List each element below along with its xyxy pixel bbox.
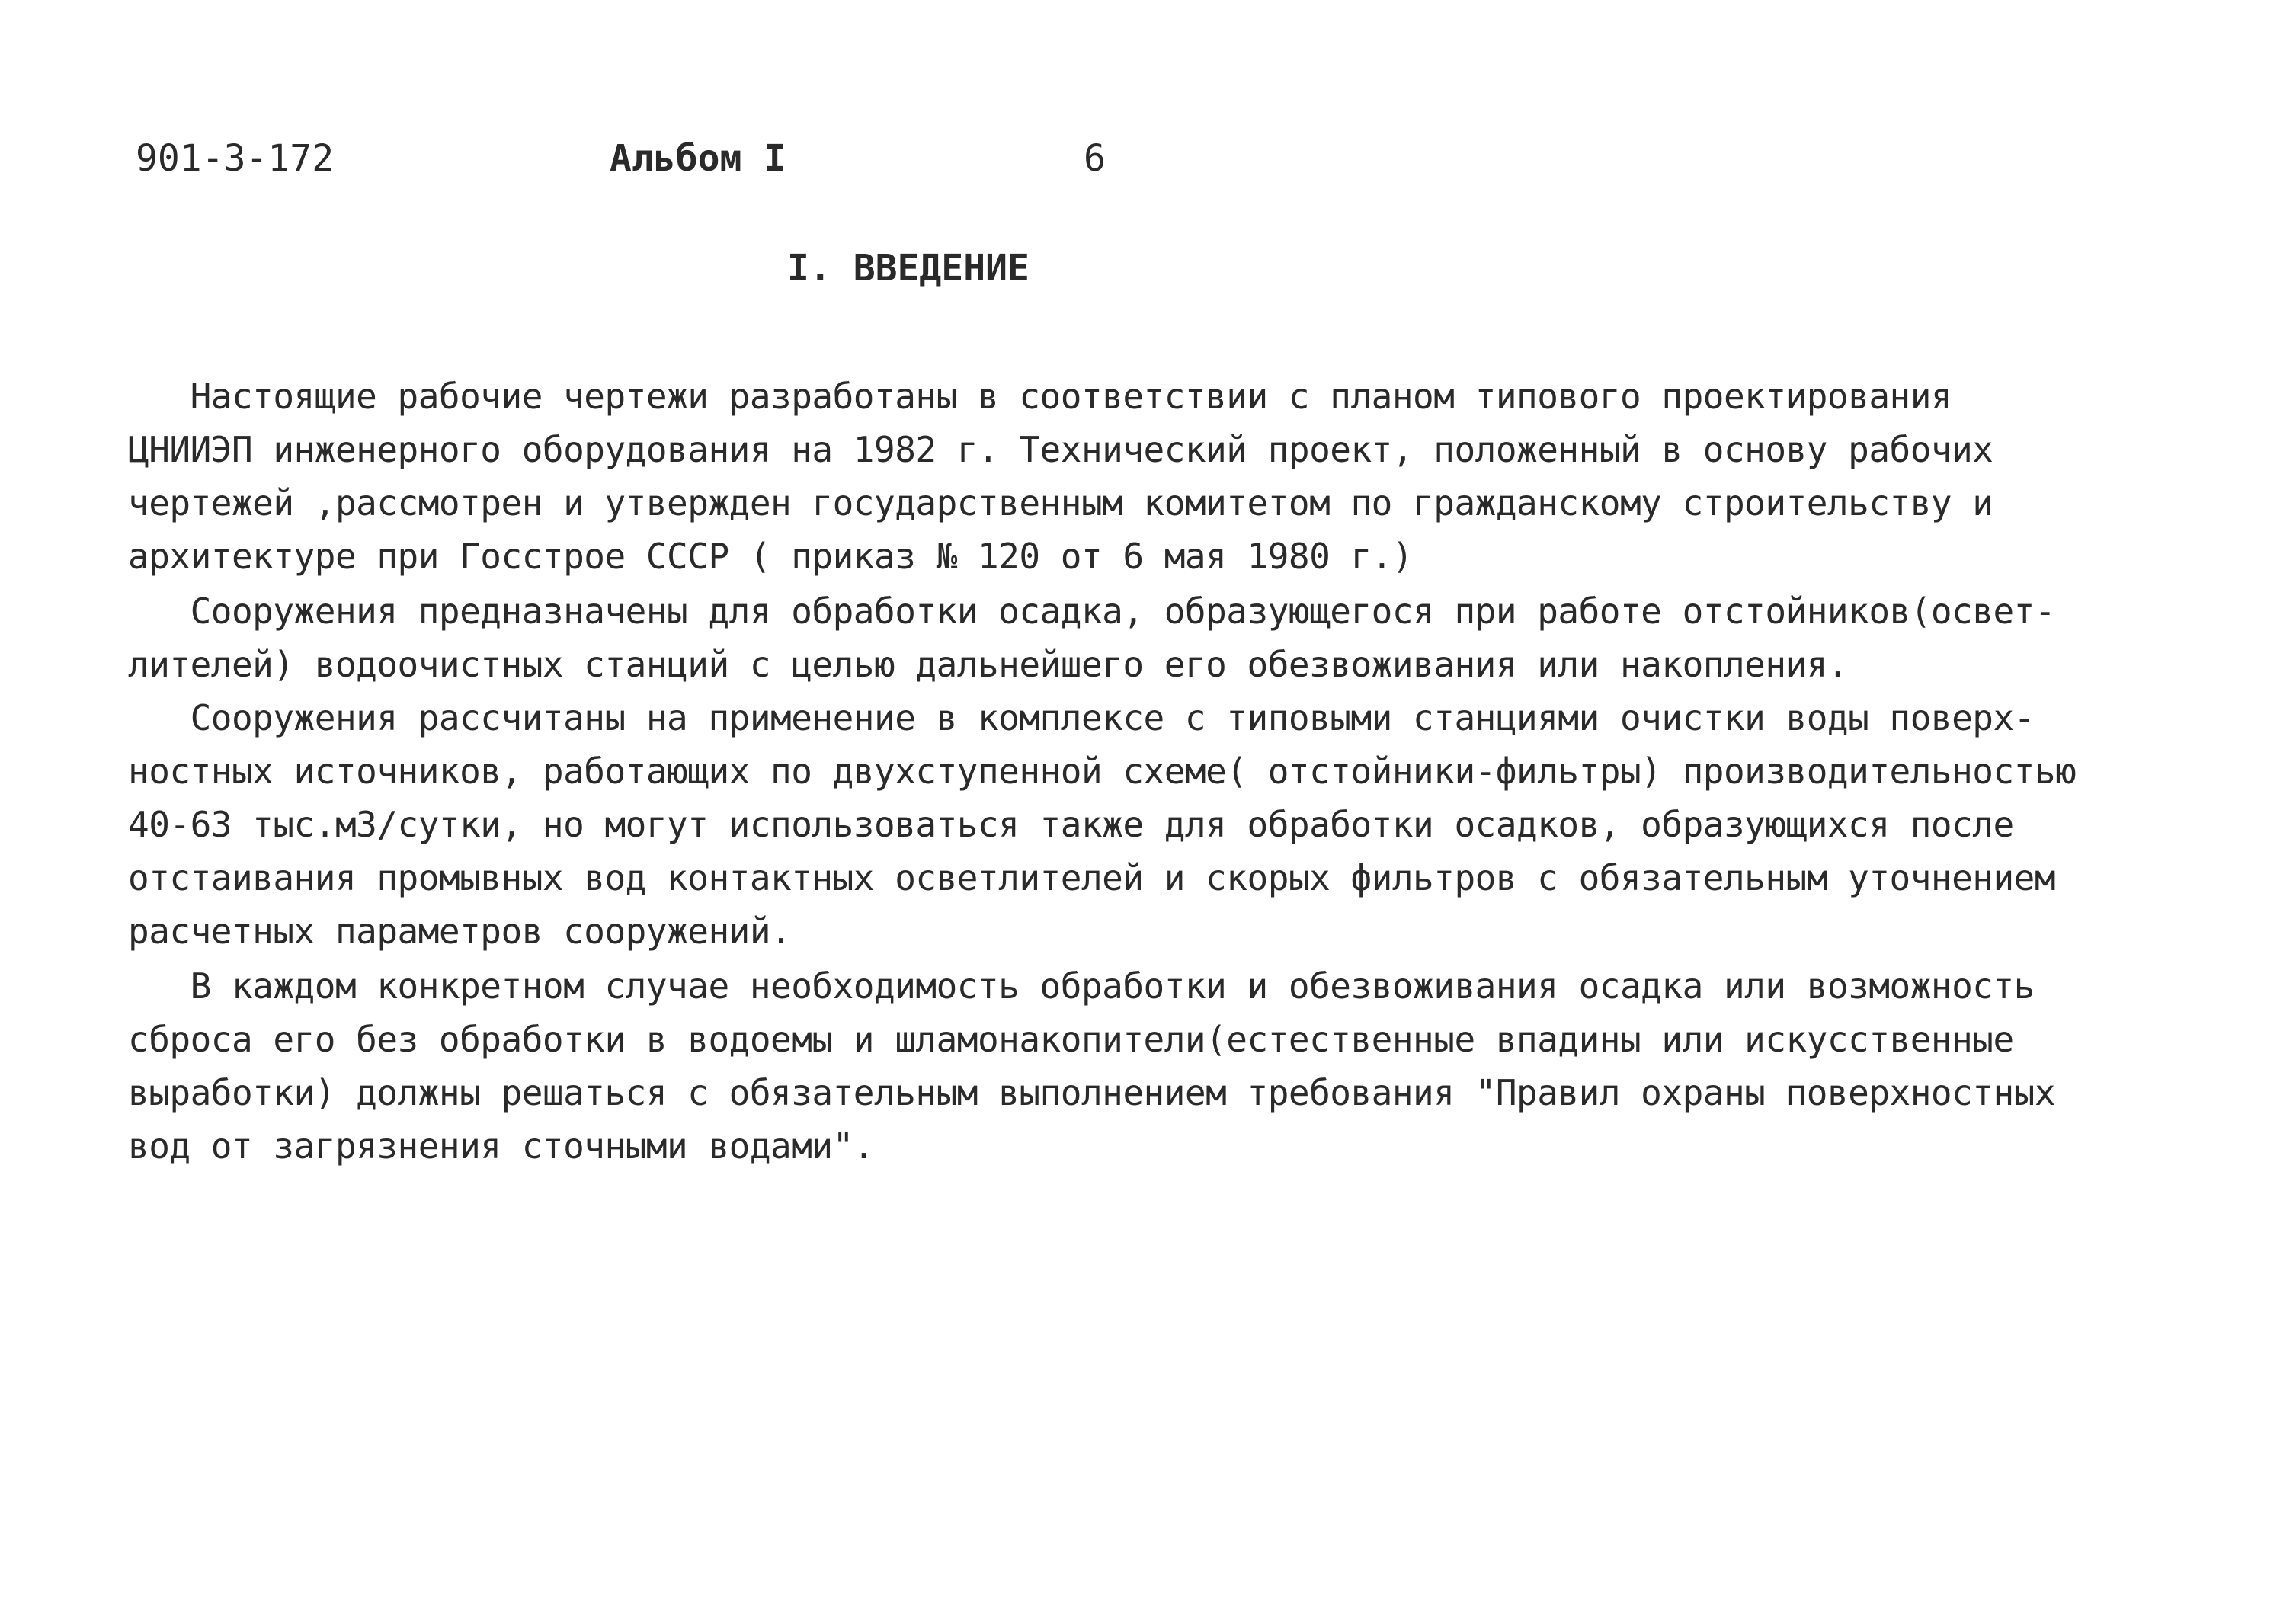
text-line: сброса его без обработки в водоемы и шламонакопители(естественные впадины или искусственные [128,1019,2014,1060]
text-line: Сооружения рассчитаны на применение в комплексе с типовыми станциями очистки воды поверх- [128,697,2035,738]
text-line: архитектуре при Госстрое СССР ( приказ № 120 от 6 мая 1980 г.) [128,536,1414,577]
text-line: вод от загрязнения сточными водами". [128,1125,874,1167]
text-line: 40-63 тыс.м3/сутки, но могут использоваться также для обработки осадков, образующихся после [128,804,2014,845]
text-line: чертежей ,рассмотрен и утвержден государственным комитетом по гражданскому строительству и [128,482,1993,523]
text-line: ностных источников, работающих по двухступенной схеме( отстойники-фильтры) производительностью [128,751,2077,792]
section-title: I. ВВЕДЕНИЕ [787,247,1030,290]
text-line: Сооружения предназначены для обработки осадка, образующегося при работе отстойников(освет- [128,591,2056,632]
text-line: Настоящие рабочие чертежи разработаны в соответствии с планом типового проектирования [128,376,1952,417]
page-number: 6 [1084,137,1106,180]
text-line: выработки) должны решаться с обязательным выполнением требования "Правил охраны поверхностных [128,1072,2056,1113]
text-line: В каждом конкретном случае необходимость обработки и обезвоживания осадка или возможность [128,965,2035,1007]
text-line: лителей) водоочистных станций с целью дальнейшего его обезвоживания или накопления. [128,644,1849,685]
text-line: отстаивания промывных вод контактных осветлителей и скорых фильтров с обязательным уточнением [128,857,2056,898]
album-label: Альбом I [610,137,786,180]
text-line: расчетных параметров сооружений. [128,911,792,952]
text-line: ЦНИИЭП инженерного оборудования на 1982 г. Технический проект, положенный в основу рабочих [128,429,1993,470]
document-code: 901-3-172 [136,137,335,180]
